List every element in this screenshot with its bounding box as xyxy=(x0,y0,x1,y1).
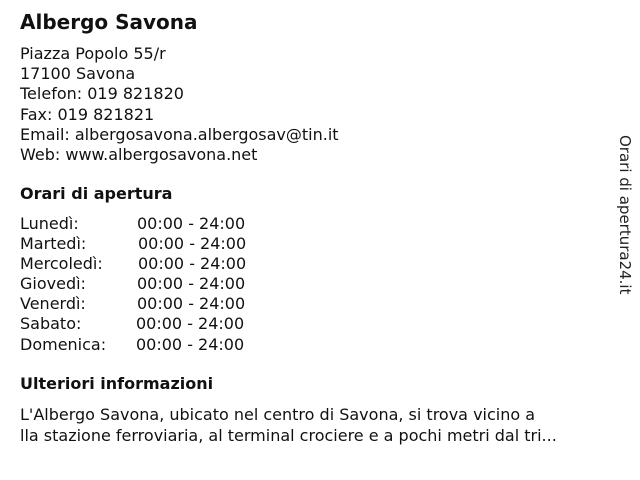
info-heading: Ulteriori informazioni xyxy=(20,374,214,393)
time-range: 00:00 - 24:00 xyxy=(137,274,246,294)
watermark-text: Orari di apertura24.it xyxy=(616,135,634,295)
day-label: Martedì: xyxy=(20,234,87,254)
hours-row xyxy=(20,294,280,314)
phone-number: Telefon: 019 821820 xyxy=(20,84,184,104)
opening-hours-table xyxy=(20,214,280,355)
hours-row xyxy=(20,335,280,355)
page-title: Albergo Savona xyxy=(20,10,198,34)
address-city: 17100 Savona xyxy=(20,64,136,84)
day-label: Domenica: xyxy=(20,334,107,354)
description xyxy=(20,404,620,446)
day-label: Sabato: xyxy=(20,314,82,334)
day-label: Giovedì: xyxy=(20,274,86,294)
hours-row xyxy=(20,254,280,274)
day-label: Lunedì: xyxy=(20,214,79,233)
address-street: Piazza Popolo 55/r xyxy=(20,44,166,63)
hours-row xyxy=(20,214,280,234)
site-watermark xyxy=(604,135,640,315)
time-range: 00:00 - 24:00 xyxy=(138,234,247,254)
hours-row xyxy=(20,234,280,254)
hours-heading: Orari di apertura xyxy=(20,184,173,203)
time-range: 00:00 - 24:00 xyxy=(136,334,245,354)
description-line: L'Albergo Savona, ubicato nel centro di Savona, si trova vicino a xyxy=(20,405,536,424)
time-range: 00:00 - 24:00 xyxy=(137,294,246,314)
description-line: lla stazione ferroviaria, al terminal crociere e a pochi metri dal tri... xyxy=(20,426,557,445)
time-range: 00:00 - 24:00 xyxy=(136,314,245,334)
time-range: 00:00 - 24:00 xyxy=(138,254,247,274)
website: Web: www.albergosavona.net xyxy=(20,145,258,165)
day-label: Venerdì: xyxy=(20,294,86,314)
time-range: 00:00 - 24:00 xyxy=(137,214,246,233)
contact-block xyxy=(20,44,339,165)
hours-row xyxy=(20,314,280,334)
fax-number: Fax: 019 821821 xyxy=(20,104,155,124)
email-address: Email: albergosavona.albergosav@tin.it xyxy=(20,124,339,144)
hours-row xyxy=(20,274,280,294)
day-label: Mercoledì: xyxy=(20,254,103,274)
